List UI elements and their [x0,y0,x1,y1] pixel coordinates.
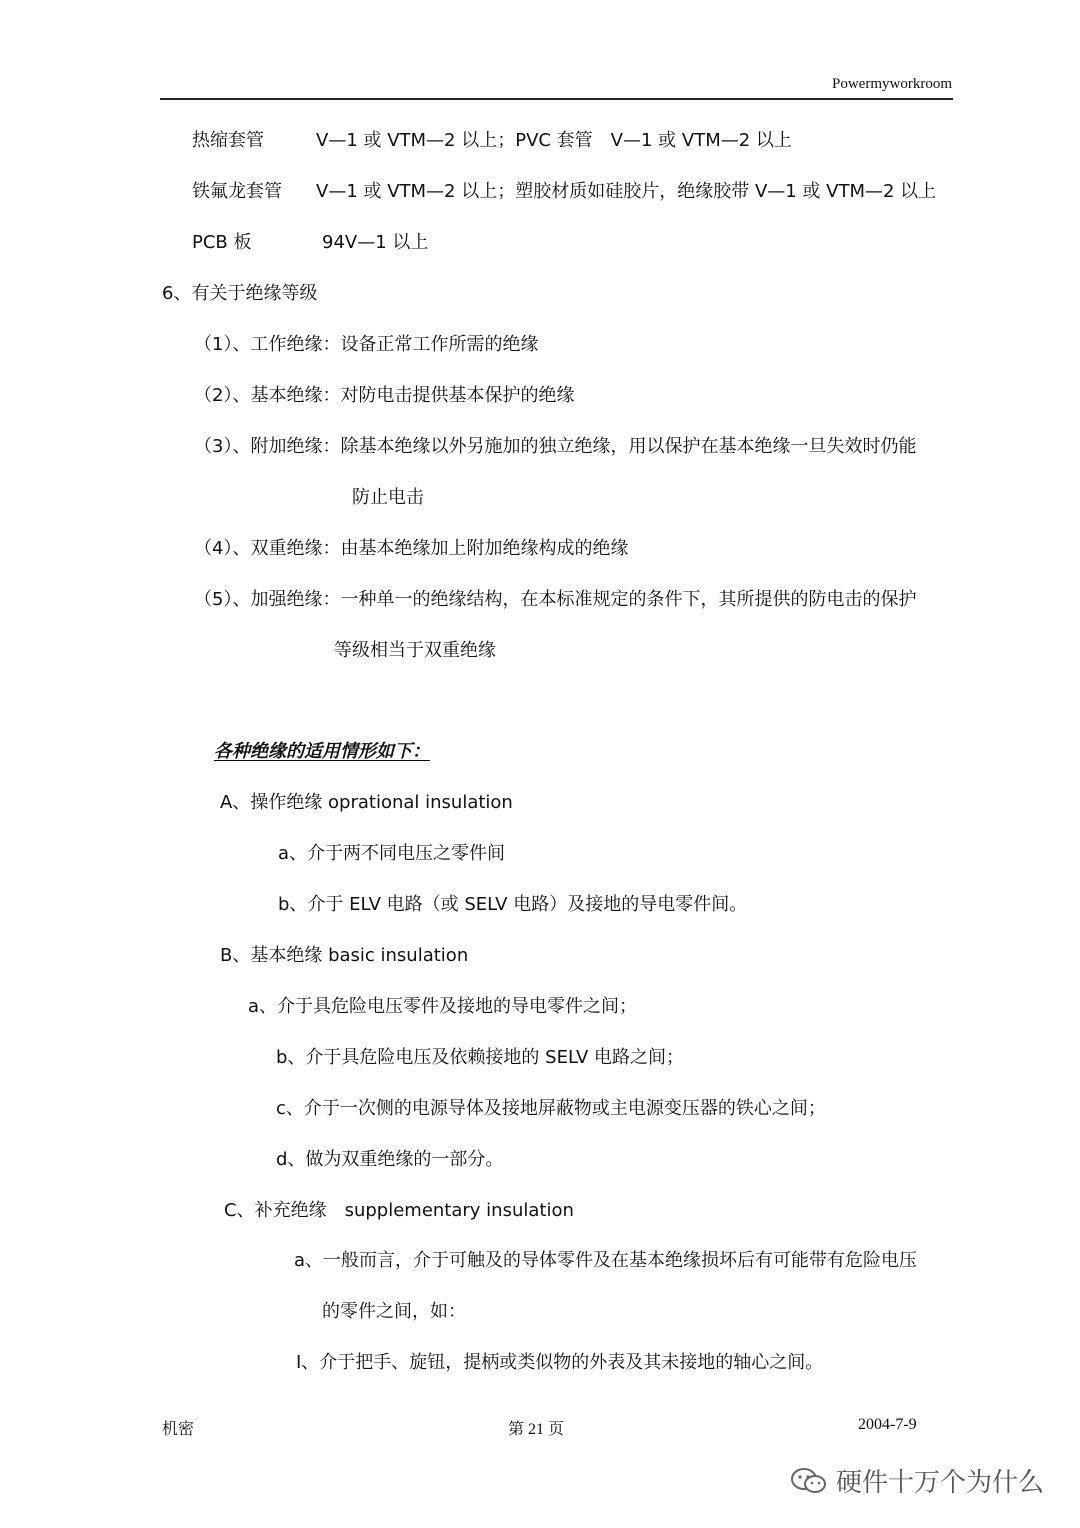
footer-date: 2004-7-9 [858,1416,917,1433]
material-row [192,180,936,204]
material-name: 热缩套管 [192,130,264,151]
category-c-heading: C、补充绝缘 supplementary insulation [224,1200,574,1221]
footer-page-number: 第 21 页 [508,1421,565,1438]
applications-title: 各种绝缘的适用情形如下： [214,741,430,762]
material-row [192,231,428,255]
header-divider [160,98,953,100]
header-title: Powermyworkroom [832,76,952,92]
category-b-item: b、介于具危险电压及依赖接地的 SELV 电路之间； [276,1047,685,1068]
insulation-grade-item: （5）、加强绝缘：一种单一的绝缘结构，在本标准规定的条件下，其所提供的防电击的保护 [194,589,917,610]
category-c-item: Ⅰ、介于把手、旋钮，提柄或类似物的外表及其未接地的轴心之间。 [296,1352,824,1373]
insulation-grade-item: （4）、双重绝缘：由基本绝缘加上附加绝缘构成的绝缘 [194,538,629,559]
insulation-grade-item: （3）、附加绝缘：除基本绝缘以外另施加的独立绝缘，用以保护在基本绝缘一旦失效时仍能 [194,436,917,457]
category-b-item: d、做为双重绝缘的一部分。 [276,1149,504,1170]
material-spec: 94V—1 以上 [322,232,429,253]
category-b-item: c、介于一次侧的电源导体及接地屏蔽物或主电源变压器的铁心之间； [276,1098,826,1119]
material-name: 铁氟龙套管 [192,181,282,202]
wechat-icon [790,1466,828,1496]
category-a-heading: A、操作绝缘 oprational insulation [220,792,513,813]
category-c-continuation: 的零件之间，如： [322,1301,466,1322]
category-c-item: a、一般而言，介于可触及的导体零件及在基本绝缘损坏后有可能带有危险电压 [294,1250,918,1271]
insulation-grade-continuation: 等级相当于双重绝缘 [334,640,496,661]
category-a-item: a、介于两不同电压之零件间 [278,843,506,864]
footer-confidential: 机密 [162,1419,195,1438]
insulation-grade-continuation: 防止电击 [352,487,424,508]
watermark-text: 硬件十万个为什么 [835,1468,1044,1498]
category-b-heading: B、基本绝缘 basic insulation [220,945,469,966]
section-heading: 6、有关于绝缘等级 [162,283,318,304]
material-spec: V—1 或 VTM—2 以上；塑胶材质如硅胶片，绝缘胶带 V—1 或 VTM—2 以上 [316,181,937,202]
material-name: PCB 板 [192,232,252,253]
insulation-grade-item: （2）、基本绝缘：对防电击提供基本保护的绝缘 [194,385,575,406]
category-b-item: a、介于具危险电压零件及接地的导电零件之间； [248,996,638,1017]
material-row [192,129,792,153]
watermark [790,1462,1044,1499]
material-spec: V—1 或 VTM—2 以上；PVC 套管 V—1 或 VTM—2 以上 [316,130,792,151]
insulation-grade-item: （1）、工作绝缘：设备正常工作所需的绝缘 [194,334,539,355]
category-a-item: b、介于 ELV 电路（或 SELV 电路）及接地的导电零件间。 [278,894,748,915]
